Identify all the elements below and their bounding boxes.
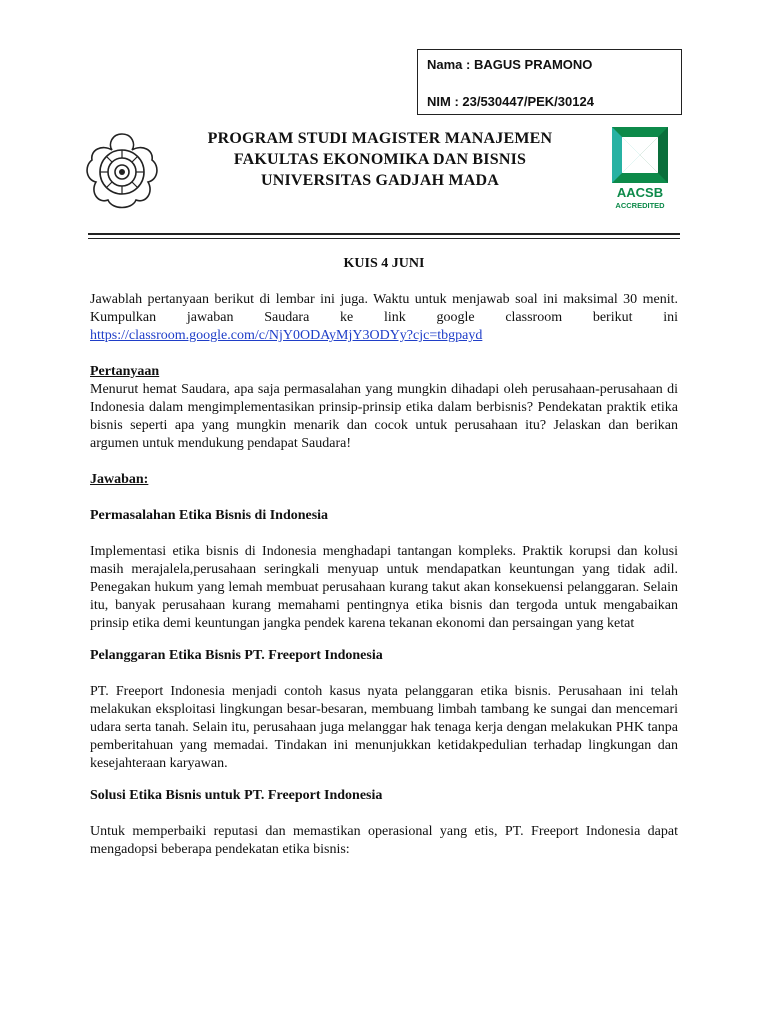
classroom-link[interactable]: https://classroom.google.com/c/NjY0ODAyMjY3ODYy?cjc=tbgpayd <box>90 328 483 343</box>
student-name: Nama : BAGUS PRAMONO <box>427 57 593 72</box>
accredited-text: ACCREDITED <box>615 201 665 210</box>
aacsb-accredited-logo <box>610 127 670 213</box>
header-line-2: FAKULTAS EKONOMIKA DAN BISNIS <box>233 151 527 168</box>
quiz-title: KUIS 4 JUNI <box>343 256 425 271</box>
section-body-violations: PT. Freeport Indonesia menjadi contoh kasus nyata pelanggaran etika bisnis. Perusahaan ini telah melakukan eksploitasi lingkungan besar-besaran, membuang limbah tambang ke sungai dan mencemari udara serta tanah. Selain itu, perusahaan juga melanggar hak tenaga kerja dengan melakukan PHK tanpa pemberitahuan yang memadai. Tindakan ini menunjukkan ketidakpedulian terhadap lingkungan dan kesejahteraan karyawan. <box>90 684 678 771</box>
program-header <box>165 128 595 191</box>
student-info-box <box>417 49 682 115</box>
ugm-seal-logo <box>82 130 162 216</box>
instructions-text: Jawablah pertanyaan berikut di lembar ini juga. Waktu untuk menjawab soal ini maksimal 30 menit. Kumpulkan jawaban Saudara ke link google classroom berikut ini <box>90 292 678 325</box>
section-body-problems: Implementasi etika bisnis di Indonesia menghadapi tantangan kompleks. Praktik korupsi dan kolusi masih merajalela,perusahaan seringkali menyuap untuk mendapatkan keuntungan yang tidak adil. Penegakan hukum yang lemah membuat perusahaan kurang takut akan konsekuensi pelanggaran. Selain itu, banyak perusahaan kurang memahami pentingnya etika bisnis dan tergoda untuk mengabaikan prinsip etika demi keuntungan jangka pendek karena tekanan ekonomi dan persaingan yang ketat <box>90 544 678 631</box>
question-text: Menurut hemat Saudara, apa saja permasalahan yang mungkin dihadapi oleh perusahaan-perusahaan di Indonesia dalam mengimplementasikan prinsip-prinsip etika dalam berbisnis? Pendekatan praktik etika bisnis seperti apa yang mungkin menarik dan cocok untuk perusahaan itu? Jelaskan dan berikan argumen untuk mendukung pendapat Saudara! <box>90 382 678 451</box>
document-body <box>90 255 678 859</box>
header-line-1: PROGRAM STUDI MAGISTER MANAJEMEN <box>207 130 553 147</box>
section-heading-problems: Permasalahan Etika Bisnis di Indonesia <box>90 508 329 523</box>
answer-heading: Jawaban: <box>90 472 149 487</box>
header-divider-thin <box>88 238 680 239</box>
student-nim: NIM : 23/530447/PEK/30124 <box>427 94 594 109</box>
header-divider-thick <box>88 233 680 235</box>
section-heading-solutions: Solusi Etika Bisnis untuk PT. Freeport Indonesia <box>90 788 383 803</box>
question-heading: Pertanyaan <box>90 364 160 379</box>
aacsb-text: AACSB <box>616 185 664 200</box>
section-heading-violations: Pelanggaran Etika Bisnis PT. Freeport Indonesia <box>90 648 383 663</box>
instructions-paragraph <box>90 291 678 345</box>
section-body-solutions: Untuk memperbaiki reputasi dan memastikan operasional yang etis, PT. Freeport Indonesia dapat mengadopsi beberapa pendekatan etika bisnis: <box>90 824 678 857</box>
header-line-3: UNIVERSITAS GADJAH MADA <box>260 172 500 189</box>
